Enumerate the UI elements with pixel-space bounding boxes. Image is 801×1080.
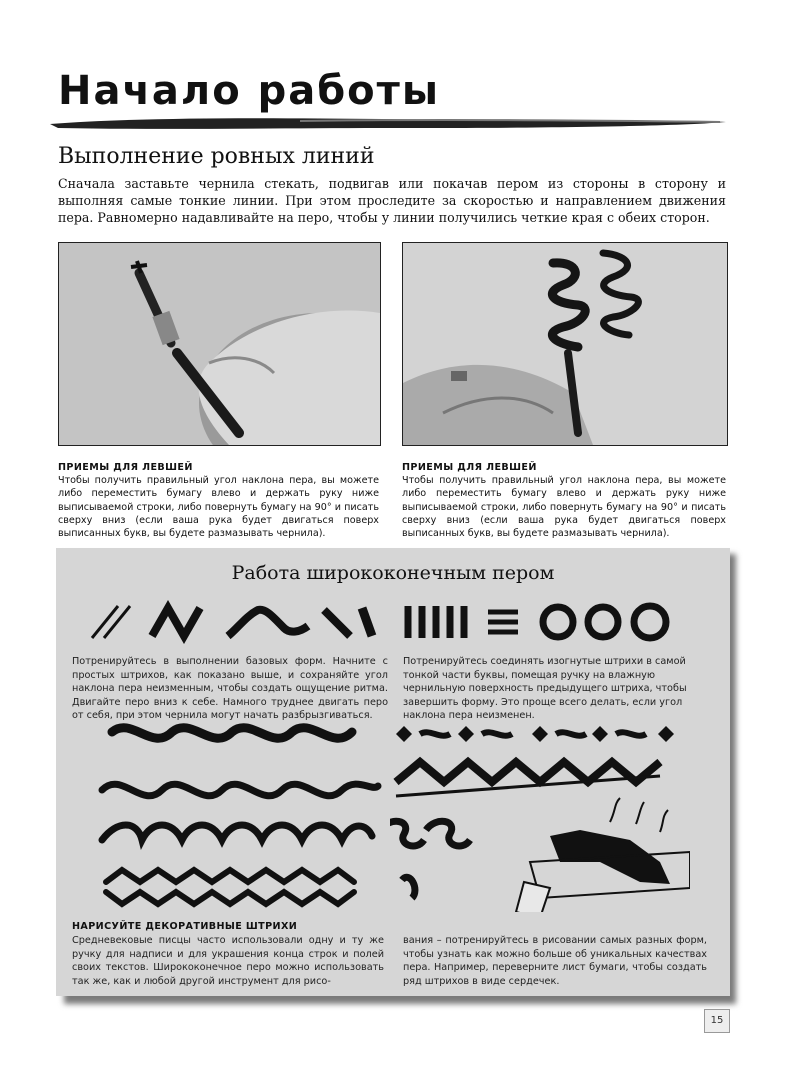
caption-text-left: Чтобы получить правильный угол наклона пера, вы можете либо переместить бумагу влево и держать руку ниже выписываемой строки, либо повернуть бумагу на 90° и писать сверху вниз (если ваша рука будет двигаться поверх выписанных букв, вы будете размазывать чернила). (58, 475, 379, 540)
photo-left-hand-writing (58, 242, 381, 446)
page-number: 15 (704, 1009, 730, 1033)
deco-heading: НАРИСУЙТЕ ДЕКОРАТИВНЫЕ ШТРИХИ (72, 921, 298, 932)
section-title: Выполнение ровных линий (58, 144, 375, 169)
box-title: Работа ширококонечным пером (231, 562, 555, 584)
pattern-strokes-left (92, 712, 382, 912)
intro-paragraph: Сначала заставьте чернила стекать, подвигав или покачав пером из стороны в сторону и выполняя самые тонкие линии. При этом проследите за скоростью и направлением движения пера. Равномерно надавливайте на перо, чтобы у линии получились четкие края с обеих сторон. (58, 176, 726, 226)
page-title: Начало работы (58, 68, 441, 114)
box-right-text: Потренируйтесь соединять изогнутые штрихи в самой тонкой части буквы, помещая ручку на влажную чернильную поверхность предыдущего штриха, чтобы завершить форму. Это проще всего делать, если угол наклона пера неизменен. (403, 656, 687, 722)
caption-heading-right: ПРИЕМЫ ДЛЯ ЛЕВШЕЙ (402, 462, 537, 473)
caption-text-right: Чтобы получить правильный угол наклона пера, вы можете либо переместить бумагу влево и держать руку ниже выписываемой строки, либо повернуть бумагу на 90° и писать сверху вниз (если ваша рука будет двигаться поверх выписанных букв, вы будете размазывать чернила). (402, 475, 726, 540)
deco-left-text: Средневековые писцы часто использовали одну и ту же ручку для надписи и для украшения конца строк и полей своих текстов. Ширококонечное перо можно использовать так же, как и любой другой инструмент для рисо- (72, 935, 384, 987)
title-brush-stroke (40, 112, 730, 136)
photo-right-hand-writing (402, 242, 728, 446)
caption-heading-left: ПРИЕМЫ ДЛЯ ЛЕВШЕЙ (58, 462, 193, 473)
pattern-strokes-right (390, 712, 690, 912)
deco-right-text: вания – потренируйтесь в рисовании самых разных форм, чтобы узнать как можно больше об уникальных качествах пера. Например, переверните лист бумаги, чтобы создать ряд штрихов в виде сердечек. (403, 935, 707, 987)
basic-strokes-illustration (88, 598, 688, 644)
box-left-text: Потренируйтесь в выполнении базовых форм. Начните с простых штрихов, как показано выше, и сохраняйте угол наклона пера неизменным, чтобы создать ощущение ритма. Двигайте перо вниз к себе. Намного труднее двигать перо от себя, при этом чернила могут начать разбрызгиваться. (72, 656, 388, 722)
